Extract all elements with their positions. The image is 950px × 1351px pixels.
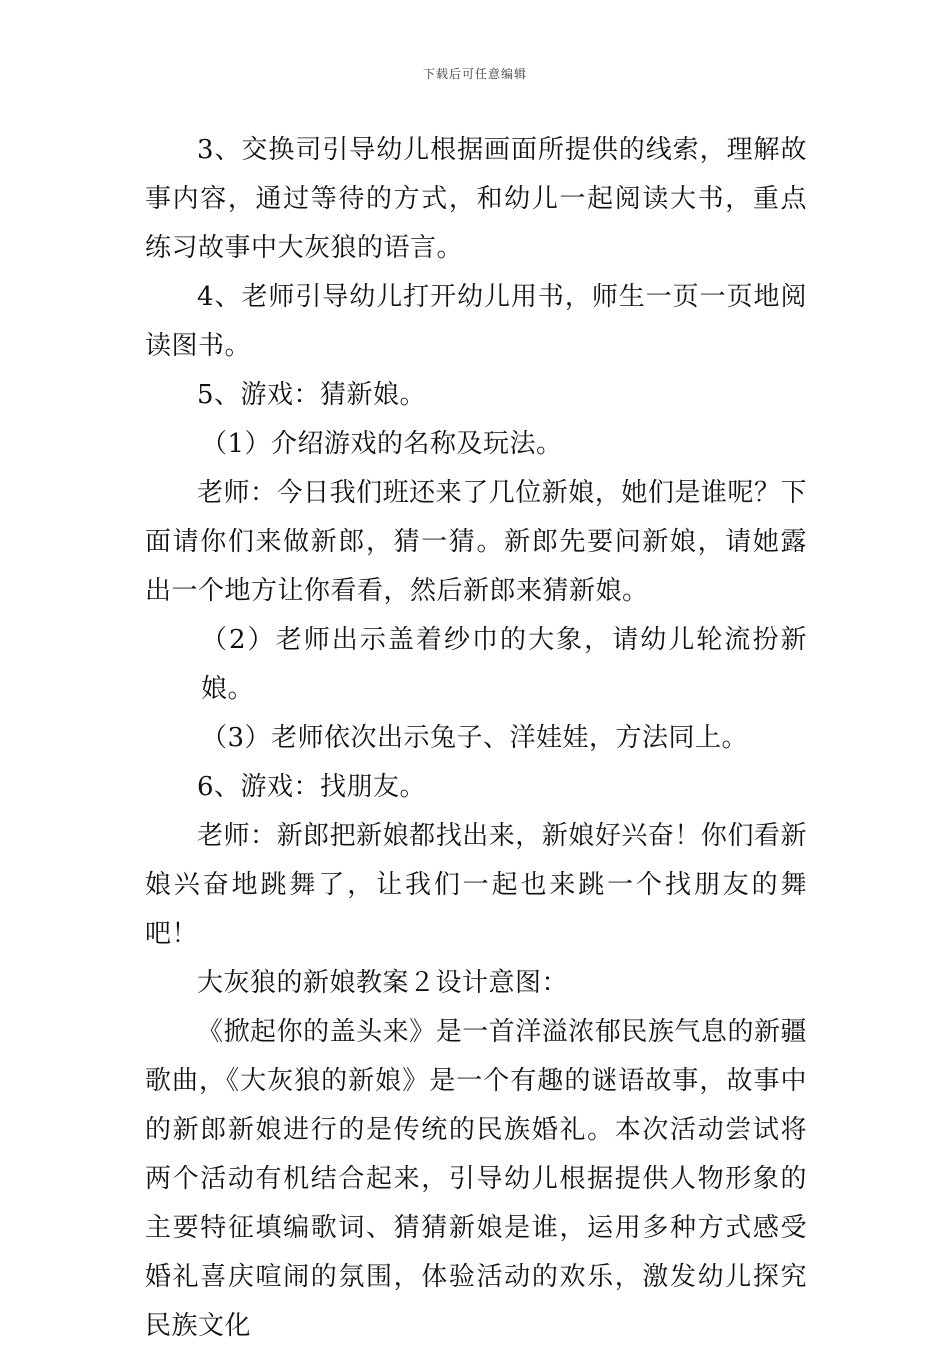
paragraph-step-6: 6、游戏：找朋友。 [197, 772, 427, 802]
page-header-note: 下载后可任意编辑 [422, 67, 527, 81]
paragraph-substep-3: （3）老师依次出示兔子、洋娃娃，方法同上。 [201, 723, 749, 753]
paragraph-section-heading: 大灰狼的新娘教案２设计意图： [197, 968, 569, 998]
paragraph-substep-2: （2）老师出示盖着纱巾的大象，请幼儿轮流扮新娘。 [201, 625, 807, 704]
paragraph-teacher-dialogue-2: 老师：新郎把新娘都找出来，新娘好兴奋！你们看新娘兴奋地跳舞了，让我们一起也来跳一个找朋友的舞吧！ [145, 821, 807, 949]
paragraph-step-5: 5、游戏：猜新娘。 [197, 380, 427, 410]
paragraph-substep-1: （1）介绍游戏的名称及玩法。 [201, 429, 563, 459]
paragraph-design-intent: 《掀起你的盖头来》是一首洋溢浓郁民族气息的新疆歌曲，《大灰狼的新娘》是一个有趣的谜语故事，故事中的新郎新娘进行的是传统的民族婚礼。本次活动尝试将两个活动有机结合起来，引导幼儿根据提供人物形象的主要特征填编歌词、猜猜新娘是谁，运用多种方式感受婚礼喜庆喧闹的氛围，体验活动的欢乐，激发幼儿探究民族文化 [145, 1017, 807, 1341]
paragraph-step-4: 4、老师引导幼儿打开幼儿用书，师生一页一页地阅读图书。 [145, 282, 807, 361]
paragraph-step-3: 3、交换司引导幼儿根据画面所提供的线索，理解故事内容，通过等待的方式，和幼儿一起阅读大书，重点练习故事中大灰狼的语言。 [145, 135, 807, 263]
paragraph-teacher-dialogue-1: 老师：今日我们班还来了几位新娘，她们是谁呢？下面请你们来做新郎，猜一猜。新郎先要问新娘，请她露出一个地方让你看看，然后新郎来猜新娘。 [145, 478, 807, 606]
document-body [145, 126, 807, 1351]
